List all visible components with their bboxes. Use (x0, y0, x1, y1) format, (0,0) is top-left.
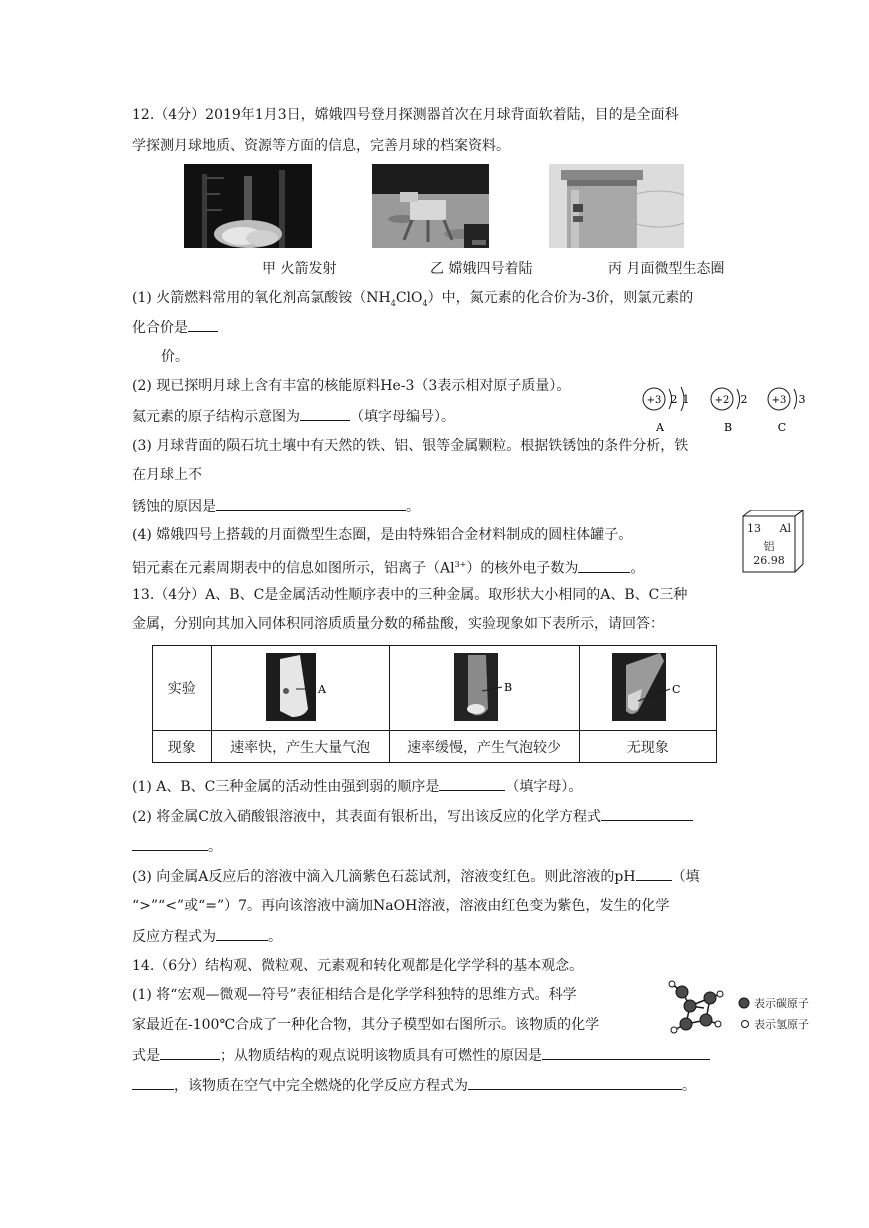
aluminum-element-card (742, 510, 800, 570)
answer-blank-equation-c-part1[interactable] (601, 806, 693, 821)
q12-p4-line1: (4) 嫦娥四号上搭载的月面微型生态圈，是由特殊铝合金材料制成的圆柱体罐子。 (132, 527, 633, 543)
q13-p2-line1 (132, 806, 693, 827)
q13-p2-line2 (132, 836, 222, 857)
element-symbol: Al (779, 522, 791, 535)
q12-p4-text-c: 。 (630, 560, 645, 577)
q14-intro: 14.（6分）结构观、微粒观、元素观和转化观都是化学学科的基本观念。 (132, 958, 584, 974)
q12-p3-line2: 在月球上不 (132, 467, 202, 483)
q14-p1-line1: (1) 将“宏观—微观—符号”表征相结合是化学学科独特的思维方式。科学 (132, 987, 577, 1003)
photo-caption-2: 乙 嫦娥四号着陆 (430, 261, 533, 277)
atom-structure-diagrams (640, 383, 810, 437)
q12-p4-sup: 3+ (454, 560, 467, 569)
q13-p2-text-a: (2) 将金属C放入硝酸银溶液中，其表面有银析出，写出该反应的化学方程式 (132, 809, 601, 825)
q12-p1-line2-text: 化合价是 (132, 320, 188, 336)
q13-intro-line1: 13.（4分）A、B、C是金属活动性顺序表中的三种金属。取形状大小相同的A、B、C三种 (132, 587, 688, 603)
q12-p2-text-b: （填字母编号）。 (350, 409, 455, 425)
q13-p3-line3 (132, 926, 282, 947)
q12-p3-text-b: 。 (406, 499, 420, 515)
q12-p4-line2 (132, 555, 644, 579)
answer-blank-helium-structure[interactable] (300, 406, 350, 421)
tube-label-b: B (504, 681, 513, 694)
atom-diagram-a (643, 387, 690, 434)
tube-cell-b (389, 646, 579, 731)
answer-blank-chlorine-valence[interactable] (188, 317, 218, 332)
table-row-experiment (153, 646, 717, 731)
q14-p1-text-c: ，该物质在空气中完全燃烧的化学反应方程式为 (174, 1078, 468, 1094)
experiment-table (152, 645, 717, 763)
atom-b-shell-1: 2 (740, 393, 748, 406)
element-number: 13 (747, 522, 761, 535)
atom-a-shell-2: 1 (682, 393, 690, 406)
q12-p3-text-a: 锈蚀的原因是 (132, 499, 216, 515)
q13-p3-text-d: 。 (268, 929, 282, 945)
q12-p1-line2 (132, 317, 218, 338)
atom-diagram-b (711, 388, 748, 434)
q13-intro-line2: 金属，分别向其加入同体积同溶质质量分数的稀盐酸，实验现象如下表所示，请回答： (132, 616, 664, 632)
tube-cell-a (211, 646, 389, 731)
q13-p1-text-b: （填字母）。 (505, 779, 583, 795)
q14-p1-line4 (132, 1075, 696, 1096)
q13-p1-text-a: (1) A、B、C三种金属的活动性由强到弱的顺序是 (132, 779, 440, 795)
q12-intro-line1: 12.（4分）2019年1月3日，嫦娥四号登月探测器首次在月球背面软着陆，目的是全面科 (132, 107, 679, 123)
q12-p1-sub2: 4 (422, 298, 428, 308)
lander-photo (372, 164, 489, 248)
element-top-row (747, 522, 793, 535)
q12-p3-line1: (3) 月球背面的陨石坑土壤中有天然的铁、铝、银等金属颗粒。根据铁锈蚀的条件分析，铁 (132, 438, 689, 454)
q12-p1-text-a: (1) 火箭燃料常用的氧化剂高氯酸铵（NH (132, 290, 391, 306)
answer-blank-neutralization-equation[interactable] (216, 926, 268, 941)
q13-p2-text-b: 。 (208, 839, 222, 855)
answer-blank-combustibility-reason[interactable] (542, 1045, 710, 1060)
molecule-model-diagram (660, 978, 740, 1040)
test-tube-a-photo (260, 651, 340, 721)
q12-p1-text-c: ）中，氮元素的化合价为-3价，则氯元素的 (427, 290, 694, 306)
q13-p3-text-c: 反应方程式为 (132, 929, 216, 945)
hydrogen-atom-legend-icon (740, 1019, 750, 1029)
table-row-phenomenon (153, 731, 717, 763)
element-mass: 26.98 (753, 554, 785, 567)
q12-intro-line2: 学探测月球地质、资源等方面的信息，完善月球的档案资料。 (132, 138, 510, 154)
q14-p1-text-b: ；从物质结构的观点说明该物质具有可燃性的原因是 (220, 1048, 542, 1064)
q12-p2-line2 (132, 406, 455, 427)
q12-p1-line3: 价。 (161, 349, 189, 365)
answer-blank-no-rust-reason[interactable] (216, 496, 406, 511)
photo-caption-3: 丙 月面微型生态圈 (608, 261, 725, 277)
test-tube-c-photo (608, 651, 688, 721)
rocket-launch-photo (184, 164, 312, 248)
element-name: 铝 (763, 540, 775, 553)
q12-p2-text-a: 氦元素的原子结构示意图为 (132, 409, 300, 425)
q14-p1-text-a: 式是 (132, 1048, 160, 1064)
q13-p1 (132, 776, 582, 797)
answer-blank-electron-count[interactable] (578, 558, 630, 573)
q12-p4-text-b: ）的核外电子数为 (466, 560, 579, 577)
q13-p3-text-b: （填 (671, 869, 700, 885)
q12-p1-sub1: 4 (390, 298, 396, 308)
answer-blank-combustibility-reason-cont[interactable] (132, 1075, 174, 1090)
q14-p1-line3 (132, 1045, 710, 1066)
ecosphere-photo (549, 164, 684, 248)
tube-label-c: C (671, 683, 681, 696)
q13-p3-line2: “>”“<”或“=”）7。再向该溶液中滴加NaOH溶液，溶液由红色变为紫色，发生的化学 (132, 898, 670, 914)
table-header-experiment: 实验 (153, 646, 212, 731)
answer-blank-chemical-formula[interactable] (160, 1045, 220, 1060)
atom-c-nucleus: +3 (771, 395, 787, 406)
atom-b-nucleus: +2 (714, 395, 730, 406)
answer-blank-combustion-equation[interactable] (468, 1075, 682, 1090)
carbon-atom-legend-icon (738, 997, 750, 1009)
atom-diagram-c (768, 388, 806, 434)
tube-label-a: A (318, 683, 327, 696)
test-tube-b-photo (444, 651, 524, 721)
atom-a-nucleus: +3 (646, 395, 662, 406)
q14-p1-text-d: 。 (682, 1078, 696, 1094)
atom-a-shell-1: 2 (670, 393, 678, 406)
phenomenon-c: 无现象 (579, 731, 716, 763)
atom-a-label: A (656, 421, 664, 434)
answer-blank-equation-c-part2[interactable] (132, 836, 208, 851)
q12-p1-line1 (132, 288, 693, 314)
answer-blank-ph[interactable] (636, 866, 672, 881)
q13-p3-text-a: (3) 向金属A反应后的溶液中滴入几滴紫色石蕊试剂，溶液变红色。则此溶液的pH (132, 869, 636, 885)
atom-c-label: C (777, 421, 787, 434)
q12-p2-line1: (2) 现已探明月球上含有丰富的核能原料He-3（3表示相对原子质量）。 (132, 378, 571, 394)
q13-p3-line1 (132, 866, 700, 887)
legend-hydrogen: 表示氢原子 (754, 1018, 809, 1031)
tube-cell-c (579, 646, 716, 731)
phenomenon-b: 速率缓慢，产生气泡较少 (389, 731, 579, 763)
atom-c-shell-1: 3 (798, 393, 806, 406)
legend-carbon: 表示碳原子 (754, 997, 809, 1010)
answer-blank-activity-order[interactable] (439, 776, 505, 791)
q12-p4-text-a: 铝元素在元素周期表中的信息如图所示，铝离子（Al (132, 560, 455, 577)
q12-p3-line3 (132, 496, 420, 517)
q12-p1-text-b: ClO (395, 290, 423, 306)
q14-p1-line2: 家最近在-100℃合成了一种化合物，其分子模型如右图所示。该物质的化学 (132, 1017, 600, 1033)
phenomenon-a: 速率快，产生大量气泡 (211, 731, 389, 763)
atom-b-label: B (723, 421, 733, 434)
table-header-phenomenon: 现象 (153, 731, 212, 763)
photo-caption-1: 甲 火箭发射 (262, 261, 337, 277)
